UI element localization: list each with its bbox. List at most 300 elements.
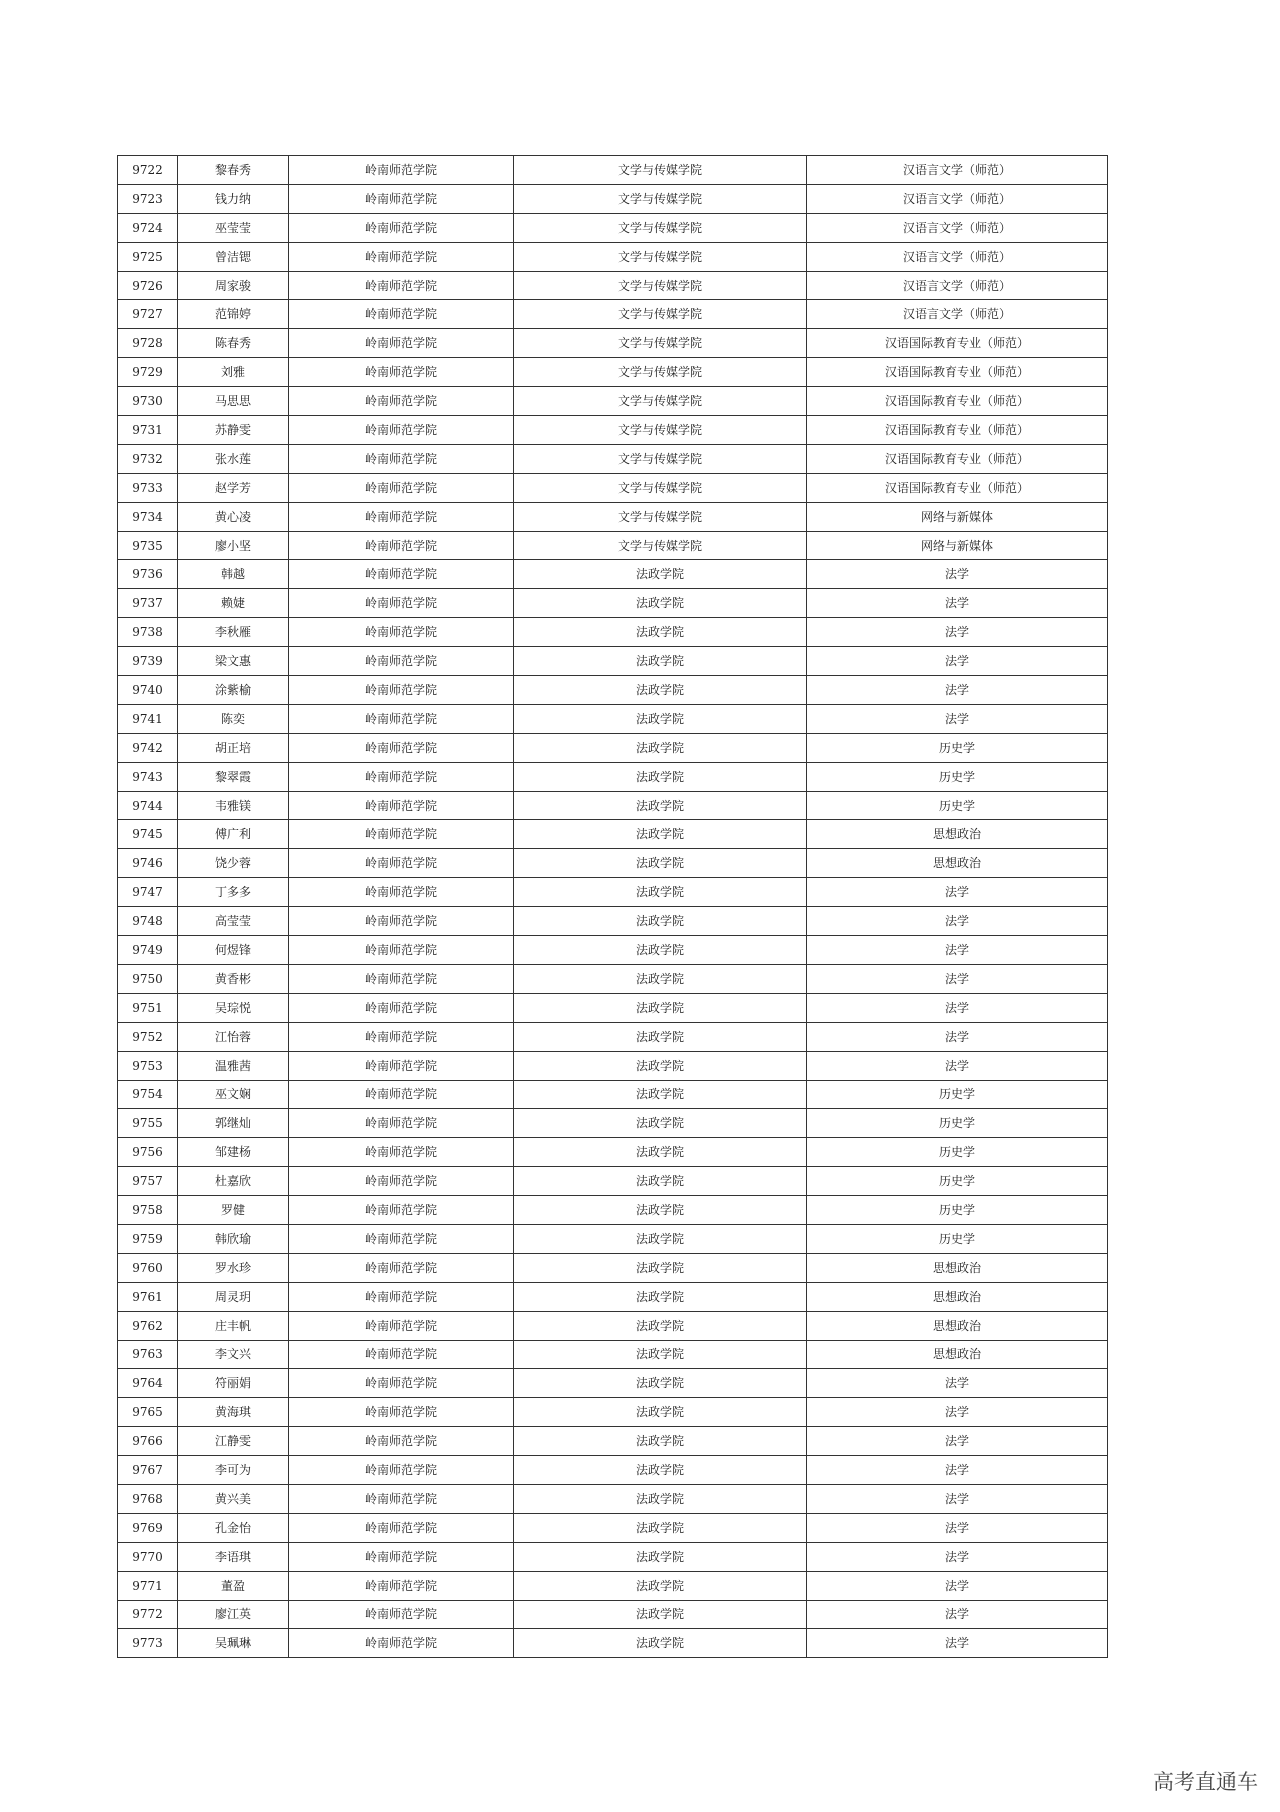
table-row — [118, 676, 1108, 705]
major-cell: 法学 — [807, 907, 1108, 936]
row-number-cell: 9747 — [118, 878, 178, 907]
row-number-cell: 9741 — [118, 704, 178, 733]
school-cell: 法政学院 — [514, 733, 807, 762]
university-cell: 岭南师范学院 — [289, 1369, 514, 1398]
university-cell: 岭南师范学院 — [289, 1022, 514, 1051]
row-number-cell: 9736 — [118, 560, 178, 589]
school-cell: 文学与传媒学院 — [514, 156, 807, 185]
table-row — [118, 1484, 1108, 1513]
university-cell: 岭南师范学院 — [289, 387, 514, 416]
university-cell: 岭南师范学院 — [289, 156, 514, 185]
table-row — [118, 473, 1108, 502]
row-number-cell: 9751 — [118, 993, 178, 1022]
major-cell: 法学 — [807, 647, 1108, 676]
row-number-cell: 9757 — [118, 1167, 178, 1196]
row-number-cell: 9773 — [118, 1629, 178, 1658]
university-cell: 岭南师范学院 — [289, 1109, 514, 1138]
university-cell: 岭南师范学院 — [289, 1311, 514, 1340]
table-row — [118, 936, 1108, 965]
row-number-cell: 9740 — [118, 676, 178, 705]
table-row — [118, 416, 1108, 445]
university-cell: 岭南师范学院 — [289, 820, 514, 849]
university-cell: 岭南师范学院 — [289, 473, 514, 502]
university-cell: 岭南师范学院 — [289, 1600, 514, 1629]
roster-body — [118, 156, 1108, 1658]
major-cell: 法学 — [807, 1629, 1108, 1658]
university-cell: 岭南师范学院 — [289, 1542, 514, 1571]
table-row — [118, 762, 1108, 791]
student-name-cell: 梁文惠 — [178, 647, 289, 676]
university-cell: 岭南师范学院 — [289, 502, 514, 531]
row-number-cell: 9731 — [118, 416, 178, 445]
school-cell: 法政学院 — [514, 618, 807, 647]
school-cell: 法政学院 — [514, 1456, 807, 1485]
university-cell: 岭南师范学院 — [289, 300, 514, 329]
university-cell: 岭南师范学院 — [289, 964, 514, 993]
table-row — [118, 849, 1108, 878]
school-cell: 法政学院 — [514, 849, 807, 878]
row-number-cell: 9727 — [118, 300, 178, 329]
school-cell: 法政学院 — [514, 1311, 807, 1340]
roster-table — [117, 155, 1108, 1658]
student-name-cell: 李可为 — [178, 1456, 289, 1485]
school-cell: 法政学院 — [514, 647, 807, 676]
school-cell: 法政学院 — [514, 820, 807, 849]
major-cell: 历史学 — [807, 1080, 1108, 1109]
table-row — [118, 791, 1108, 820]
school-cell: 法政学院 — [514, 1051, 807, 1080]
school-cell: 文学与传媒学院 — [514, 300, 807, 329]
school-cell: 法政学院 — [514, 1196, 807, 1225]
table-row — [118, 213, 1108, 242]
university-cell: 岭南师范学院 — [289, 560, 514, 589]
student-name-cell: 廖小坚 — [178, 531, 289, 560]
student-name-cell: 马思思 — [178, 387, 289, 416]
row-number-cell: 9734 — [118, 502, 178, 531]
student-name-cell: 涂紫榆 — [178, 676, 289, 705]
table-row — [118, 1513, 1108, 1542]
student-name-cell: 罗水珍 — [178, 1253, 289, 1282]
table-row — [118, 156, 1108, 185]
university-cell: 岭南师范学院 — [289, 993, 514, 1022]
row-number-cell: 9744 — [118, 791, 178, 820]
row-number-cell: 9733 — [118, 473, 178, 502]
row-number-cell: 9732 — [118, 444, 178, 473]
row-number-cell: 9737 — [118, 589, 178, 618]
school-cell: 法政学院 — [514, 1138, 807, 1167]
school-cell: 法政学院 — [514, 1167, 807, 1196]
major-cell: 法学 — [807, 964, 1108, 993]
row-number-cell: 9765 — [118, 1398, 178, 1427]
school-cell: 文学与传媒学院 — [514, 387, 807, 416]
school-cell: 法政学院 — [514, 589, 807, 618]
major-cell: 法学 — [807, 1542, 1108, 1571]
university-cell: 岭南师范学院 — [289, 733, 514, 762]
major-cell: 法学 — [807, 1571, 1108, 1600]
school-cell: 文学与传媒学院 — [514, 358, 807, 387]
table-row — [118, 329, 1108, 358]
university-cell: 岭南师范学院 — [289, 242, 514, 271]
row-number-cell: 9754 — [118, 1080, 178, 1109]
table-row — [118, 502, 1108, 531]
table-row — [118, 647, 1108, 676]
table-row — [118, 589, 1108, 618]
major-cell: 法学 — [807, 993, 1108, 1022]
major-cell: 法学 — [807, 560, 1108, 589]
major-cell: 法学 — [807, 704, 1108, 733]
school-cell: 法政学院 — [514, 1080, 807, 1109]
student-name-cell: 李秋雁 — [178, 618, 289, 647]
row-number-cell: 9722 — [118, 156, 178, 185]
university-cell: 岭南师范学院 — [289, 1513, 514, 1542]
university-cell: 岭南师范学院 — [289, 791, 514, 820]
major-cell: 汉语言文学（师范） — [807, 300, 1108, 329]
student-name-cell: 曾洁锶 — [178, 242, 289, 271]
student-name-cell: 庄丰帆 — [178, 1311, 289, 1340]
row-number-cell: 9730 — [118, 387, 178, 416]
row-number-cell: 9726 — [118, 271, 178, 300]
major-cell: 思想政治 — [807, 1253, 1108, 1282]
school-cell: 法政学院 — [514, 791, 807, 820]
major-cell: 汉语言文学（师范） — [807, 242, 1108, 271]
major-cell: 汉语国际教育专业（师范） — [807, 329, 1108, 358]
row-number-cell: 9772 — [118, 1600, 178, 1629]
student-name-cell: 黎翠霞 — [178, 762, 289, 791]
student-name-cell: 黄心凌 — [178, 502, 289, 531]
row-number-cell: 9766 — [118, 1427, 178, 1456]
student-name-cell: 陈奕 — [178, 704, 289, 733]
school-cell: 法政学院 — [514, 1369, 807, 1398]
row-number-cell: 9750 — [118, 964, 178, 993]
student-name-cell: 李语琪 — [178, 1542, 289, 1571]
student-name-cell: 胡正培 — [178, 733, 289, 762]
university-cell: 岭南师范学院 — [289, 618, 514, 647]
row-number-cell: 9723 — [118, 184, 178, 213]
university-cell: 岭南师范学院 — [289, 1456, 514, 1485]
student-name-cell: 钱力纳 — [178, 184, 289, 213]
university-cell: 岭南师范学院 — [289, 1253, 514, 1282]
university-cell: 岭南师范学院 — [289, 936, 514, 965]
student-name-cell: 李文兴 — [178, 1340, 289, 1369]
university-cell: 岭南师范学院 — [289, 1427, 514, 1456]
row-number-cell: 9743 — [118, 762, 178, 791]
row-number-cell: 9770 — [118, 1542, 178, 1571]
university-cell: 岭南师范学院 — [289, 1167, 514, 1196]
table-row — [118, 560, 1108, 589]
student-name-cell: 周家骏 — [178, 271, 289, 300]
table-row — [118, 1282, 1108, 1311]
university-cell: 岭南师范学院 — [289, 1224, 514, 1253]
school-cell: 法政学院 — [514, 1398, 807, 1427]
university-cell: 岭南师范学院 — [289, 849, 514, 878]
school-cell: 法政学院 — [514, 560, 807, 589]
student-name-cell: 苏静雯 — [178, 416, 289, 445]
university-cell: 岭南师范学院 — [289, 1629, 514, 1658]
row-number-cell: 9745 — [118, 820, 178, 849]
student-name-cell: 江怡蓉 — [178, 1022, 289, 1051]
table-row — [118, 1051, 1108, 1080]
student-name-cell: 饶少蓉 — [178, 849, 289, 878]
major-cell: 思想政治 — [807, 1340, 1108, 1369]
school-cell: 法政学院 — [514, 1542, 807, 1571]
university-cell: 岭南师范学院 — [289, 358, 514, 387]
school-cell: 文学与传媒学院 — [514, 416, 807, 445]
school-cell: 文学与传媒学院 — [514, 242, 807, 271]
major-cell: 汉语言文学（师范） — [807, 156, 1108, 185]
row-number-cell: 9746 — [118, 849, 178, 878]
university-cell: 岭南师范学院 — [289, 1340, 514, 1369]
table-row — [118, 184, 1108, 213]
school-cell: 法政学院 — [514, 1600, 807, 1629]
major-cell: 思想政治 — [807, 1282, 1108, 1311]
table-row — [118, 1167, 1108, 1196]
row-number-cell: 9759 — [118, 1224, 178, 1253]
student-name-cell: 温雅茜 — [178, 1051, 289, 1080]
student-name-cell: 刘雅 — [178, 358, 289, 387]
row-number-cell: 9763 — [118, 1340, 178, 1369]
major-cell: 历史学 — [807, 1167, 1108, 1196]
university-cell: 岭南师范学院 — [289, 1571, 514, 1600]
major-cell: 思想政治 — [807, 1311, 1108, 1340]
major-cell: 网络与新媒体 — [807, 502, 1108, 531]
school-cell: 法政学院 — [514, 1484, 807, 1513]
student-name-cell: 黎春秀 — [178, 156, 289, 185]
table-row — [118, 1456, 1108, 1485]
school-cell: 文学与传媒学院 — [514, 184, 807, 213]
school-cell: 法政学院 — [514, 1224, 807, 1253]
table-row — [118, 993, 1108, 1022]
table-row — [118, 387, 1108, 416]
major-cell: 法学 — [807, 676, 1108, 705]
university-cell: 岭南师范学院 — [289, 416, 514, 445]
major-cell: 汉语言文学（师范） — [807, 271, 1108, 300]
school-cell: 法政学院 — [514, 964, 807, 993]
university-cell: 岭南师范学院 — [289, 676, 514, 705]
major-cell: 网络与新媒体 — [807, 531, 1108, 560]
student-name-cell: 黄海琪 — [178, 1398, 289, 1427]
student-name-cell: 郭继灿 — [178, 1109, 289, 1138]
row-number-cell: 9749 — [118, 936, 178, 965]
major-cell: 汉语言文学（师范） — [807, 184, 1108, 213]
university-cell: 岭南师范学院 — [289, 329, 514, 358]
row-number-cell: 9768 — [118, 1484, 178, 1513]
table-row — [118, 1571, 1108, 1600]
student-name-cell: 韩越 — [178, 560, 289, 589]
school-cell: 文学与传媒学院 — [514, 444, 807, 473]
student-name-cell: 赖婕 — [178, 589, 289, 618]
university-cell: 岭南师范学院 — [289, 1051, 514, 1080]
student-name-cell: 张水莲 — [178, 444, 289, 473]
school-cell: 文学与传媒学院 — [514, 271, 807, 300]
major-cell: 法学 — [807, 618, 1108, 647]
school-cell: 文学与传媒学院 — [514, 213, 807, 242]
table-row — [118, 618, 1108, 647]
row-number-cell: 9758 — [118, 1196, 178, 1225]
major-cell: 汉语国际教育专业（师范） — [807, 473, 1108, 502]
row-number-cell: 9724 — [118, 213, 178, 242]
table-row — [118, 1427, 1108, 1456]
student-name-cell: 孔金怡 — [178, 1513, 289, 1542]
major-cell: 历史学 — [807, 733, 1108, 762]
university-cell: 岭南师范学院 — [289, 184, 514, 213]
student-name-cell: 傅广利 — [178, 820, 289, 849]
row-number-cell: 9755 — [118, 1109, 178, 1138]
school-cell: 法政学院 — [514, 1253, 807, 1282]
school-cell: 法政学院 — [514, 936, 807, 965]
row-number-cell: 9725 — [118, 242, 178, 271]
table-row — [118, 358, 1108, 387]
school-cell: 法政学院 — [514, 1022, 807, 1051]
major-cell: 法学 — [807, 589, 1108, 618]
major-cell: 法学 — [807, 1600, 1108, 1629]
major-cell: 思想政治 — [807, 849, 1108, 878]
university-cell: 岭南师范学院 — [289, 213, 514, 242]
table-row — [118, 964, 1108, 993]
major-cell: 汉语国际教育专业（师范） — [807, 358, 1108, 387]
student-name-cell: 巫文娴 — [178, 1080, 289, 1109]
table-row — [118, 704, 1108, 733]
table-row — [118, 1080, 1108, 1109]
major-cell: 历史学 — [807, 791, 1108, 820]
school-cell: 法政学院 — [514, 1571, 807, 1600]
major-cell: 法学 — [807, 1456, 1108, 1485]
student-name-cell: 符丽娟 — [178, 1369, 289, 1398]
major-cell: 法学 — [807, 1051, 1108, 1080]
major-cell: 历史学 — [807, 1109, 1108, 1138]
row-number-cell: 9742 — [118, 733, 178, 762]
student-name-cell: 巫莹莹 — [178, 213, 289, 242]
watermark-text: 高考直通车 — [1153, 1770, 1258, 1794]
table-row — [118, 1196, 1108, 1225]
row-number-cell: 9753 — [118, 1051, 178, 1080]
school-cell: 法政学院 — [514, 993, 807, 1022]
table-row — [118, 531, 1108, 560]
student-name-cell: 何煜锋 — [178, 936, 289, 965]
table-row — [118, 733, 1108, 762]
university-cell: 岭南师范学院 — [289, 878, 514, 907]
row-number-cell: 9729 — [118, 358, 178, 387]
row-number-cell: 9738 — [118, 618, 178, 647]
major-cell: 法学 — [807, 1513, 1108, 1542]
table-row — [118, 1109, 1108, 1138]
table-row — [118, 444, 1108, 473]
major-cell: 法学 — [807, 1427, 1108, 1456]
university-cell: 岭南师范学院 — [289, 1398, 514, 1427]
table-row — [118, 1138, 1108, 1167]
student-name-cell: 韦雅镁 — [178, 791, 289, 820]
major-cell: 法学 — [807, 1022, 1108, 1051]
student-name-cell: 范锦婷 — [178, 300, 289, 329]
table-row — [118, 1311, 1108, 1340]
table-row — [118, 1340, 1108, 1369]
student-name-cell: 廖江英 — [178, 1600, 289, 1629]
student-name-cell: 韩欣瑜 — [178, 1224, 289, 1253]
school-cell: 法政学院 — [514, 1629, 807, 1658]
row-number-cell: 9756 — [118, 1138, 178, 1167]
university-cell: 岭南师范学院 — [289, 444, 514, 473]
university-cell: 岭南师范学院 — [289, 589, 514, 618]
table-row — [118, 907, 1108, 936]
student-name-cell: 吴珮琳 — [178, 1629, 289, 1658]
major-cell: 法学 — [807, 878, 1108, 907]
major-cell: 汉语言文学（师范） — [807, 213, 1108, 242]
student-name-cell: 陈春秀 — [178, 329, 289, 358]
major-cell: 汉语国际教育专业（师范） — [807, 387, 1108, 416]
major-cell: 汉语国际教育专业（师范） — [807, 416, 1108, 445]
student-name-cell: 邹建杨 — [178, 1138, 289, 1167]
table-row — [118, 820, 1108, 849]
student-name-cell: 杜嘉欣 — [178, 1167, 289, 1196]
table-row — [118, 1398, 1108, 1427]
school-cell: 法政学院 — [514, 1282, 807, 1311]
major-cell: 法学 — [807, 936, 1108, 965]
row-number-cell: 9762 — [118, 1311, 178, 1340]
university-cell: 岭南师范学院 — [289, 907, 514, 936]
row-number-cell: 9735 — [118, 531, 178, 560]
school-cell: 文学与传媒学院 — [514, 473, 807, 502]
table-row — [118, 1369, 1108, 1398]
university-cell: 岭南师范学院 — [289, 647, 514, 676]
university-cell: 岭南师范学院 — [289, 1282, 514, 1311]
school-cell: 法政学院 — [514, 1513, 807, 1542]
student-name-cell: 周灵玥 — [178, 1282, 289, 1311]
school-cell: 法政学院 — [514, 1427, 807, 1456]
table-row — [118, 242, 1108, 271]
university-cell: 岭南师范学院 — [289, 762, 514, 791]
school-cell: 文学与传媒学院 — [514, 329, 807, 358]
table-row — [118, 1224, 1108, 1253]
table-row — [118, 878, 1108, 907]
school-cell: 法政学院 — [514, 762, 807, 791]
row-number-cell: 9761 — [118, 1282, 178, 1311]
row-number-cell: 9739 — [118, 647, 178, 676]
table-row — [118, 271, 1108, 300]
table-row — [118, 1022, 1108, 1051]
table-row — [118, 1600, 1108, 1629]
university-cell: 岭南师范学院 — [289, 1484, 514, 1513]
table-row — [118, 1253, 1108, 1282]
major-cell: 法学 — [807, 1369, 1108, 1398]
row-number-cell: 9752 — [118, 1022, 178, 1051]
table-row — [118, 1629, 1108, 1658]
school-cell: 法政学院 — [514, 1109, 807, 1138]
row-number-cell: 9728 — [118, 329, 178, 358]
row-number-cell: 9767 — [118, 1456, 178, 1485]
university-cell: 岭南师范学院 — [289, 1138, 514, 1167]
university-cell: 岭南师范学院 — [289, 1196, 514, 1225]
student-name-cell: 黄兴美 — [178, 1484, 289, 1513]
student-name-cell: 赵学芳 — [178, 473, 289, 502]
student-name-cell: 黄香彬 — [178, 964, 289, 993]
major-cell: 汉语国际教育专业（师范） — [807, 444, 1108, 473]
table-row — [118, 300, 1108, 329]
major-cell: 历史学 — [807, 1224, 1108, 1253]
student-name-cell: 董盈 — [178, 1571, 289, 1600]
school-cell: 法政学院 — [514, 676, 807, 705]
university-cell: 岭南师范学院 — [289, 271, 514, 300]
school-cell: 法政学院 — [514, 1340, 807, 1369]
school-cell: 法政学院 — [514, 878, 807, 907]
major-cell: 法学 — [807, 1484, 1108, 1513]
school-cell: 法政学院 — [514, 704, 807, 733]
student-name-cell: 高莹莹 — [178, 907, 289, 936]
major-cell: 历史学 — [807, 1138, 1108, 1167]
row-number-cell: 9760 — [118, 1253, 178, 1282]
student-name-cell: 吴琮悦 — [178, 993, 289, 1022]
school-cell: 法政学院 — [514, 907, 807, 936]
major-cell: 思想政治 — [807, 820, 1108, 849]
university-cell: 岭南师范学院 — [289, 531, 514, 560]
